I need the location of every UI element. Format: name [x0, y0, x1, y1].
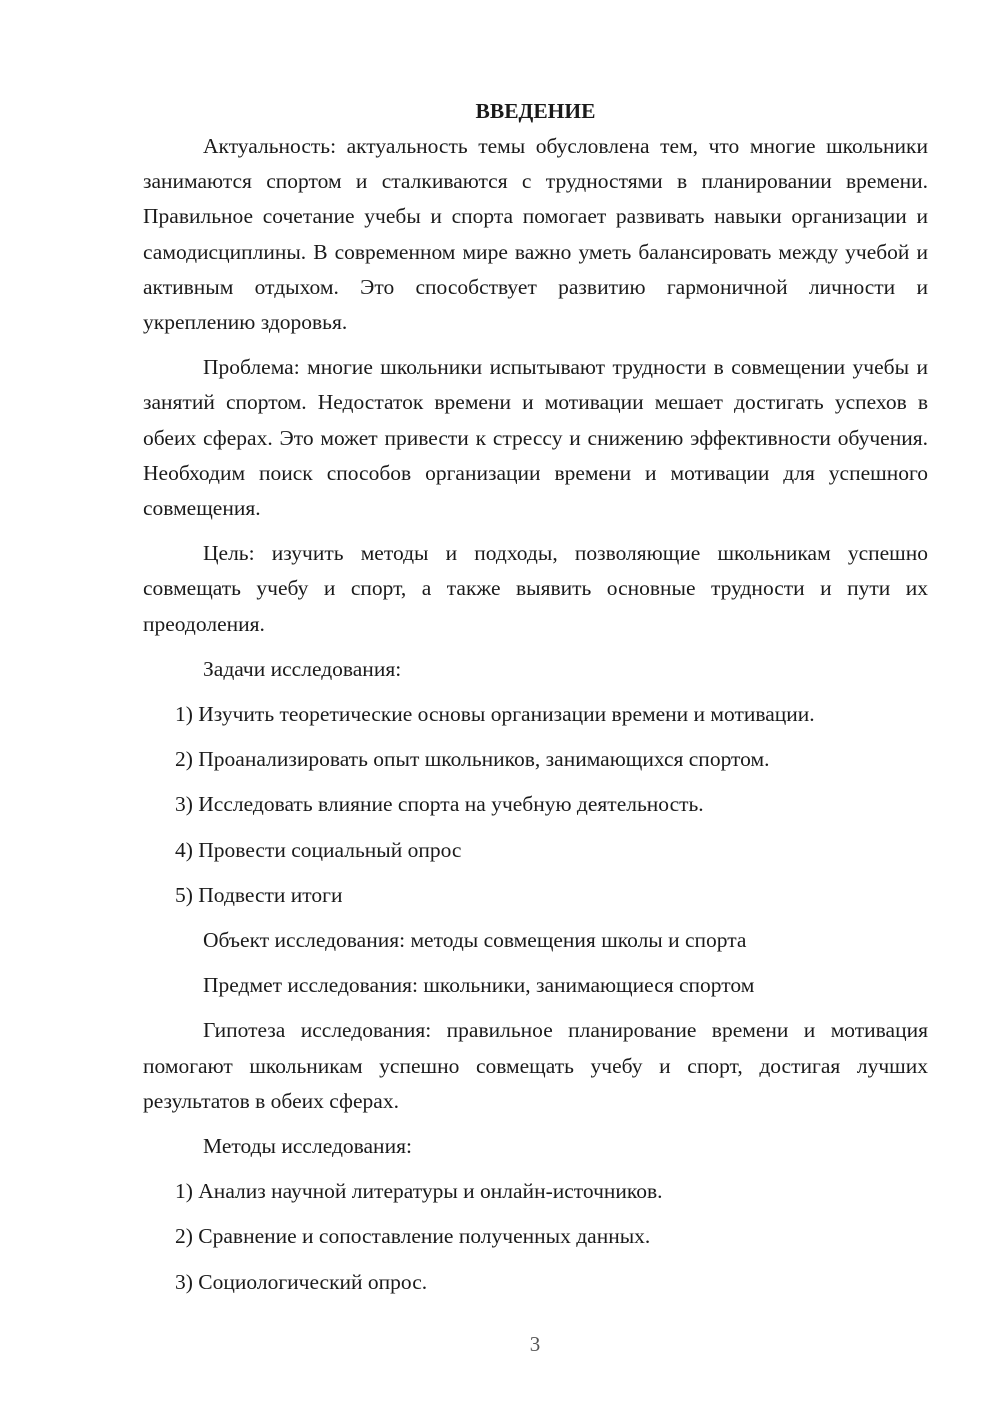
methods-heading: Методы исследования: — [203, 1134, 412, 1159]
relevance-paragraph: Актуальность: актуальность темы обусловлена тем, что многие школьники занимаются спортом и сталкиваются с трудностями в планировании времени. Правильное сочетание учебы и спорта помогает развивать навыки организации и самодисциплины. В современном мире важно уметь балансировать между учебой и активным отдыхом. Это способствует развитию гармоничной личности и укреплению здоровья. — [143, 134, 928, 335]
list-item: 1) Изучить теоретические основы организации времени и мотивации. — [175, 702, 815, 727]
methods-list — [143, 1174, 928, 1300]
section-title: ВВЕДЕНИЕ — [475, 99, 596, 123]
list-item: 4) Провести социальный опрос — [175, 837, 462, 862]
object-line: Объект исследования: методы совмещения школы и спорта — [203, 928, 747, 953]
list-item: 3) Исследовать влияние спорта на учебную деятельность. — [175, 792, 704, 817]
page-number: 3 — [529, 1332, 541, 1356]
list-item: 1) Анализ научной литературы и онлайн-источников. — [175, 1179, 663, 1204]
tasks-heading: Задачи исследования: — [203, 656, 402, 681]
list-item: 5) Подвести итоги — [175, 882, 343, 907]
tasks-list — [143, 697, 928, 913]
subject-line: Предмет исследования: школьники, занимающиеся спортом — [203, 973, 755, 998]
list-item: 2) Сравнение и сопоставление полученных данных. — [175, 1224, 651, 1249]
problem-paragraph: Проблема: многие школьники испытывают трудности в совмещении учебы и занятий спортом. Недостаток времени и мотивации мешает достигать успехов в обеих сферах. Это может привести к стрессу и снижению эффективности обучения. Необходим поиск способов организации времени и мотивации для успешного совмещения. — [143, 355, 928, 521]
document-page — [143, 94, 928, 1310]
hypothesis-paragraph: Гипотеза исследования: правильное планирование времени и мотивация помогают школьникам успешно совмещать учебу и спорт, достигая лучших результатов в обеих сферах. — [143, 1018, 928, 1113]
list-item: 2) Проанализировать опыт школьников, занимающихся спортом. — [175, 747, 770, 772]
list-item: 3) Социологический опрос. — [175, 1269, 428, 1294]
goal-paragraph: Цель: изучить методы и подходы, позволяющие школьникам успешно совмещать учебу и спорт, а также выявить основные трудности и пути их преодоления. — [143, 541, 928, 636]
